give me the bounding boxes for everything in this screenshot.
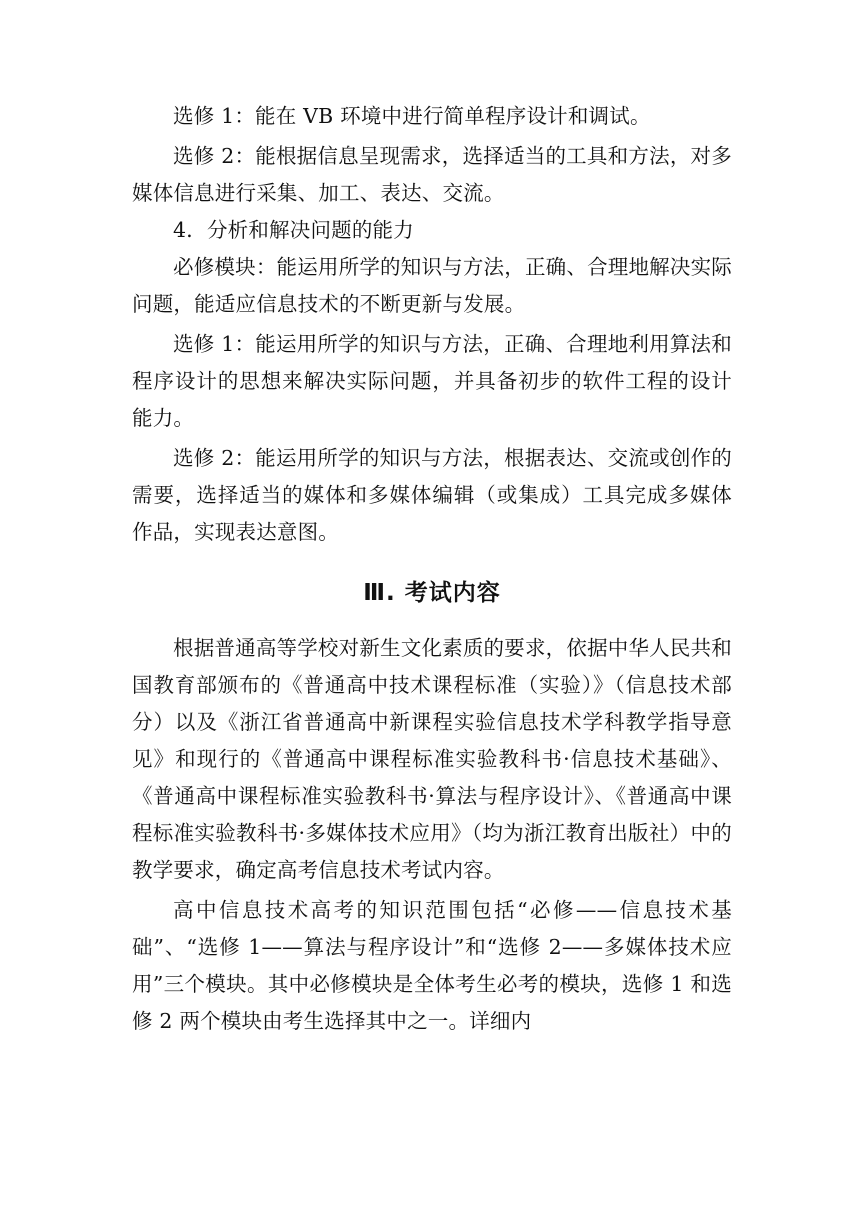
subheading-problem-solving: 4．分析和解决问题的能力	[173, 218, 414, 242]
paragraph-elective2-ability: 选修 2：能运用所学的知识与方法，根据表达、交流或创作的需要，选择适当的媒体和多媒体编辑（或集成）工具完成多媒体作品，实现表达意图。	[132, 446, 732, 544]
paragraph-elective1-ability: 选修 1：能运用所学的知识与方法，正确、合理地利用算法和程序设计的思想来解决实际问题，并具备初步的软件工程的设计能力。	[132, 332, 732, 430]
paragraph-required-module: 必修模块：能运用所学的知识与方法，正确、合理地解决实际问题，能适应信息技术的不断更新与发展。	[132, 255, 732, 316]
section-heading: Ⅲ. 考试内容	[363, 580, 501, 606]
paragraph-exam-scope: 高中信息技术高考的知识范围包括“必修——信息技术基础”、“选修 1——算法与程序设计”和“选修 2——多媒体技术应用”三个模块。其中必修模块是全体考生必考的模块，选修 1 和选修 2 两个模块由考生选择其中之一。详细内	[132, 898, 732, 1033]
page-content	[132, 98, 732, 1040]
paragraph-elective1-skill: 选修 1：能在 VB 环境中进行简单程序设计和调试。	[173, 104, 651, 128]
paragraph-elective2-skill: 选修 2：能根据信息呈现需求，选择适当的工具和方法，对多媒体信息进行采集、加工、表达、交流。	[132, 144, 732, 205]
paragraph-exam-basis: 根据普通高等学校对新生文化素质的要求，依据中华人民共和国教育部颁布的《普通高中技术课程标准（实验）》（信息技术部分）以及《浙江省普通高中新课程实验信息技术学科教学指导意见》和现行的《普通高中课程标准实验教科书·信息技术基础》、《普通高中课程标准实验教科书·算法与程序设计》、《普通高中课程标准实验教科书·多媒体技术应用》（均为浙江教育出版社）中的教学要求，确定高考信息技术考试内容。	[132, 636, 732, 882]
